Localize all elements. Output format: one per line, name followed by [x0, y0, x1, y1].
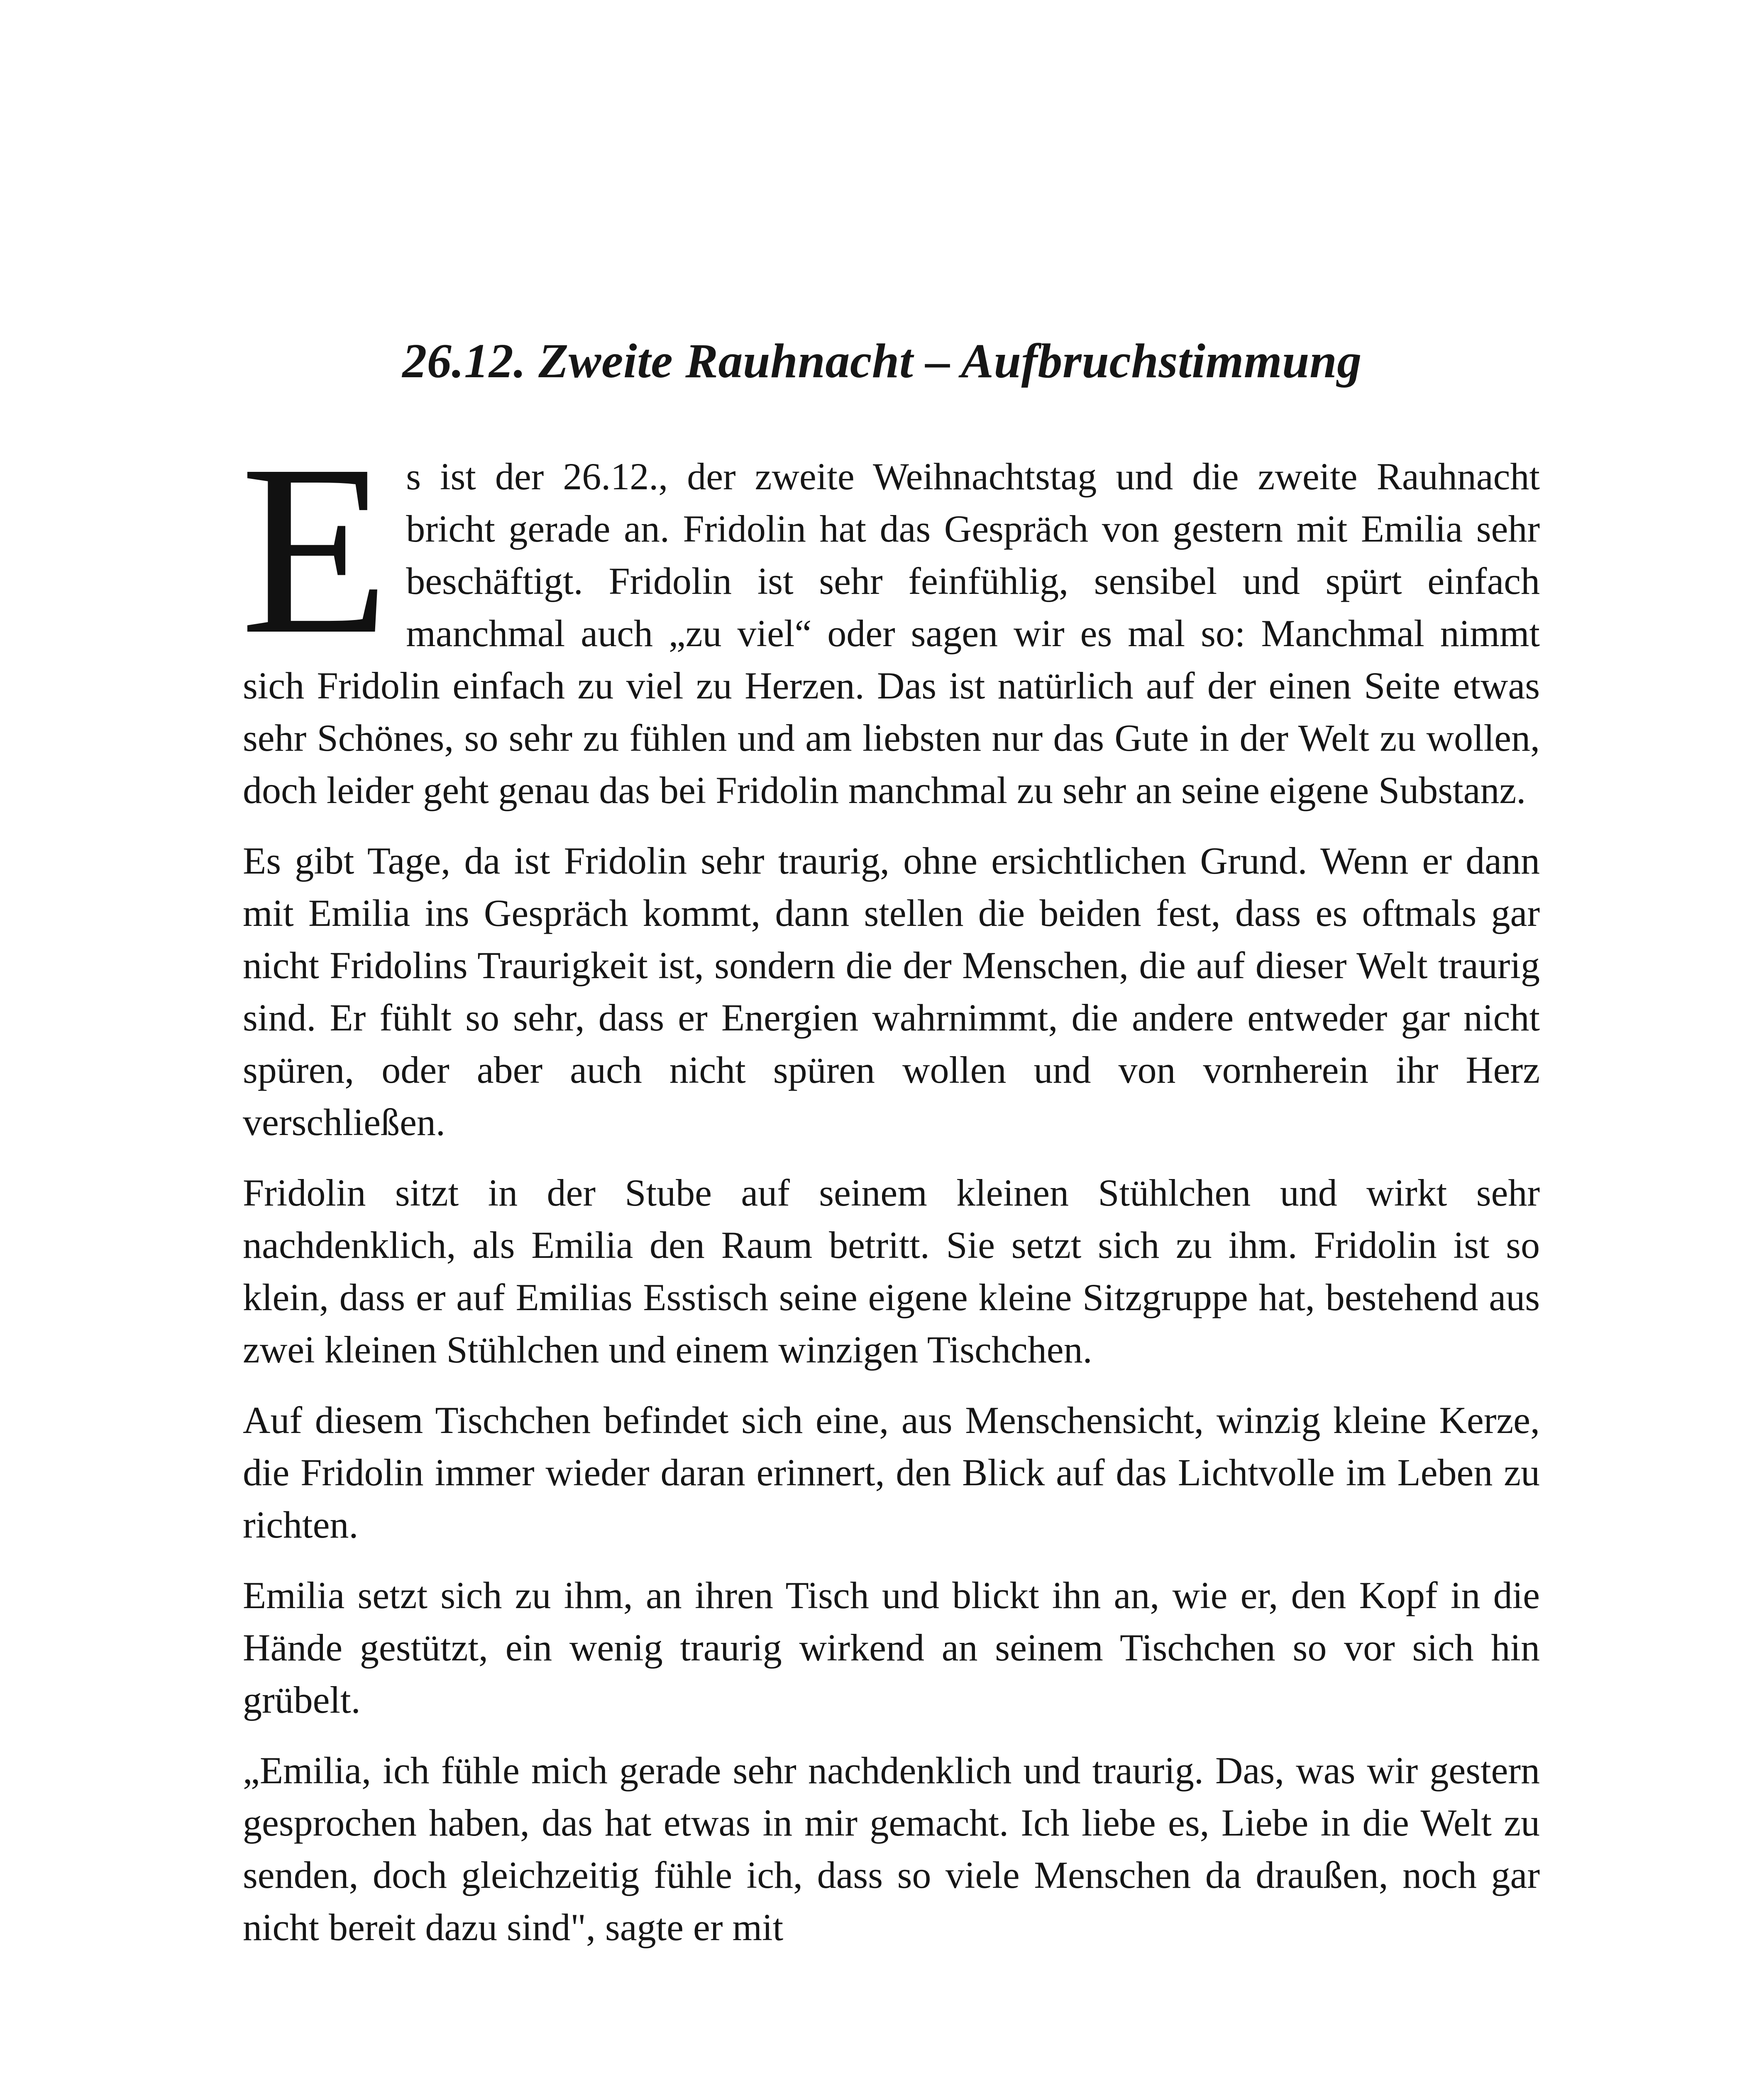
paragraph-6: „Emilia, ich fühle mich gerade sehr nachdenklich und traurig. Das, was wir gestern gesprochen haben, das hat etwas in mir gemacht. Ich liebe es, Liebe in die Welt zu senden, doch gleichzeitig fühle ich, dass so viele Menschen da draußen, noch gar nicht bereit dazu sind", sagte er mit [243, 1749, 1540, 1948]
body-text [240, 415, 1540, 1972]
chapter-title: 26.12. Zweite Rauhnacht – Aufbruchstimmung [402, 334, 1362, 388]
drop-cap: E [240, 415, 390, 685]
paragraph-2: Es gibt Tage, da ist Fridolin sehr traurig, ohne ersichtlichen Grund. Wenn er dann mit Emilia ins Gespräch kommt, dann stellen die beiden fest, dass es oftmals gar nicht Fridolins Traurigkeit ist, sondern die der Menschen, die auf dieser Welt traurig sind. Er fühlt so sehr, dass er Energien wahrnimmt, die andere entweder gar nicht spüren, oder aber auch nicht spüren wollen und von vornherein ihr Herz verschließen. [243, 840, 1540, 1143]
paragraph-1 [240, 415, 1540, 816]
paragraph-1-text: s ist der 26.12., der zweite Weihnachtstag und die zweite Rauhnacht bricht gerade an. Fridolin hat das Gespräch von gestern mit Emilia sehr beschäftigt. Fridolin ist sehr feinfühlig, sensibel und spürt einfach manchmal auch „zu viel“ oder sagen wir es mal so: Manchmal nimmt sich Fridolin einfach zu viel zu Herzen. Das ist natürlich auf der einen Seite etwas sehr Schönes, so sehr zu fühlen und am liebsten nur das Gute in der Welt zu wollen, doch leider geht genau das bei Fridolin manchmal zu sehr an seine eigene Substanz. [243, 455, 1540, 811]
paragraph-4: Auf diesem Tischchen befindet sich eine, aus Menschensicht, winzig kleine Kerze, die Fridolin immer wieder daran erinnert, den Blick auf das Lichtvolle im Leben zu richten. [243, 1399, 1540, 1546]
paragraph-3: Fridolin sitzt in der Stube auf seinem kleinen Stühlchen und wirkt sehr nachdenklich, als Emilia den Raum betritt. Sie setzt sich zu ihm. Fridolin ist so klein, dass er auf Emilias Esstisch seine eigene kleine Sitzgruppe hat, bestehend aus zwei kleinen Stühlchen und einem winzigen Tischchen. [243, 1172, 1540, 1371]
paragraph-5: Emilia setzt sich zu ihm, an ihren Tisch und blickt ihn an, wie er, den Kopf in die Hände gestützt, ein wenig traurig wirkend an seinem Tischchen so vor sich hin grübelt. [243, 1574, 1540, 1721]
